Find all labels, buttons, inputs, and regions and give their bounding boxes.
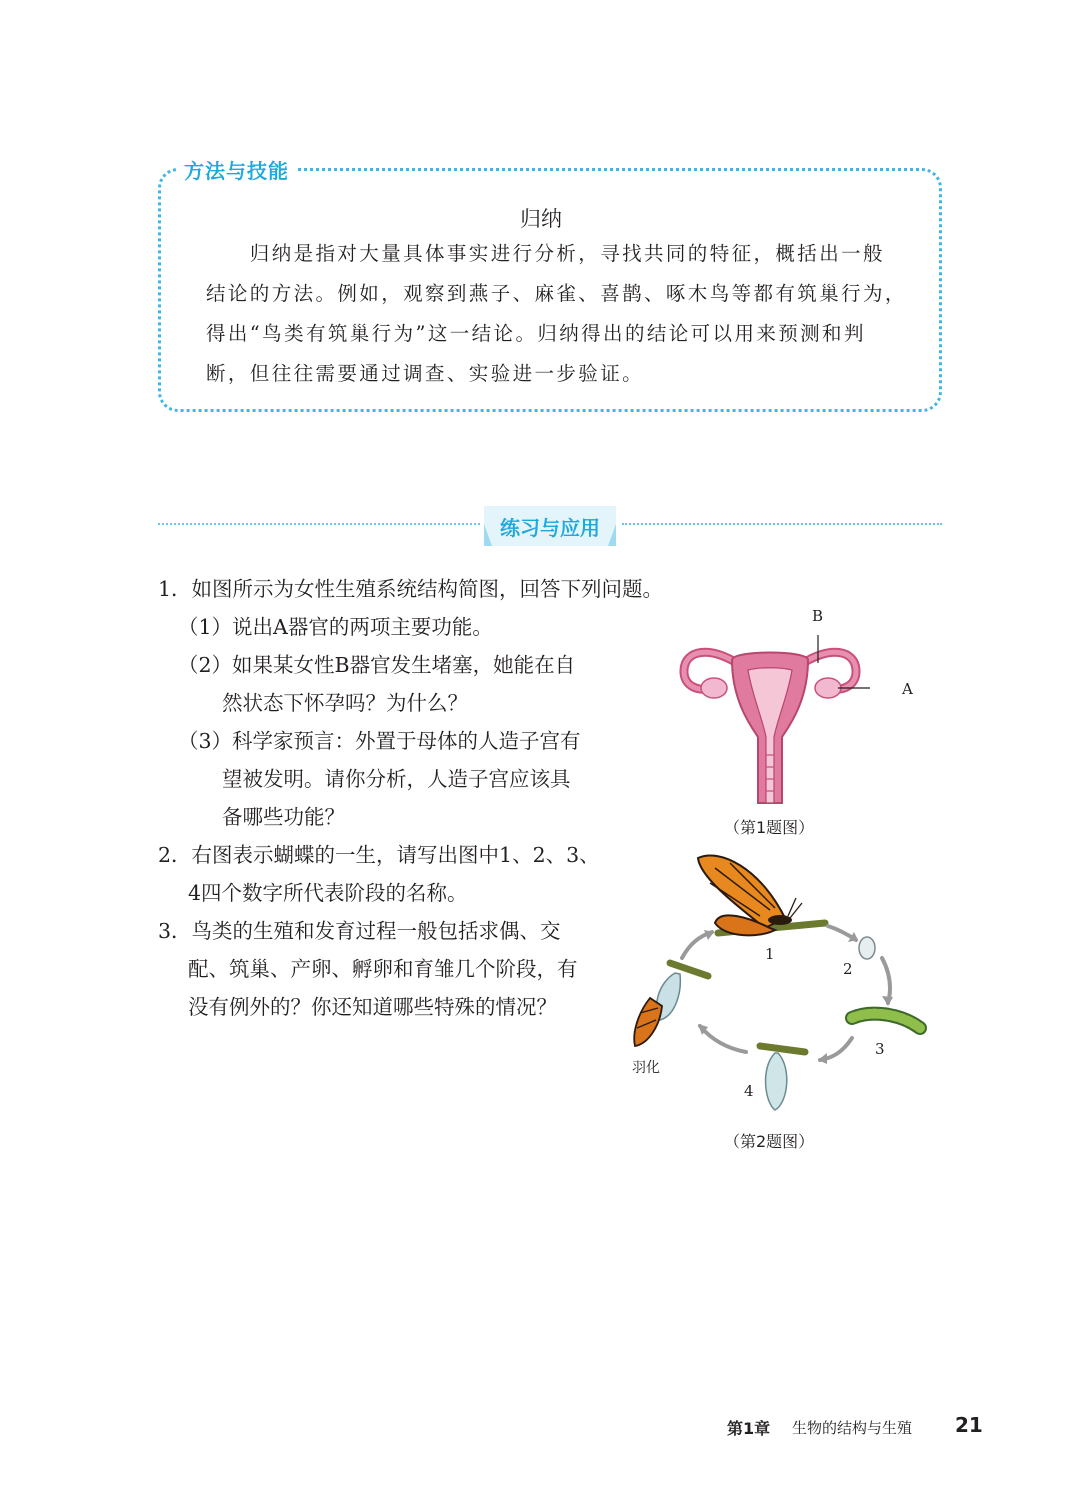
- question-line: （1）说出A器官的两项主要功能。: [178, 615, 493, 639]
- question-line: 然状态下怀孕吗？为什么？: [222, 691, 468, 715]
- figure1-label-b: B: [812, 607, 824, 625]
- question-line: 没有例外的？你还知道哪些特殊的情况？: [188, 995, 557, 1019]
- emerging-butterfly: [634, 998, 662, 1046]
- question-line: （2）如果某女性B器官发生堵塞，她能在自: [178, 653, 576, 677]
- pupa: [766, 1053, 787, 1110]
- method-paragraph-line: 归纳是指对大量具体事实进行分析，寻找共同的特征，概括出一般: [206, 242, 885, 265]
- method-paragraph-line: 结论的方法。例如，观察到燕子、麻雀、喜鹊、啄木鸟等都有筑巢行为，: [206, 282, 907, 305]
- emergence-label: 羽化: [632, 1060, 660, 1076]
- stage-label-2: 2: [843, 960, 853, 978]
- question-line: 3．鸟类的生殖和发育过程一般包括求偶、交: [158, 919, 561, 943]
- question-line: 2．右图表示蝴蝶的一生，请写出图中1、2、3、: [158, 843, 600, 867]
- figure2-caption: （第2题图）: [724, 1132, 815, 1151]
- caterpillar: [852, 1014, 920, 1028]
- stage-label-1: 1: [765, 945, 775, 963]
- method-paragraph-line: 得出“鸟类有筑巢行为”这一结论。归纳得出的结论可以用来预测和判: [206, 322, 866, 345]
- figure1-label-a: A: [902, 680, 913, 698]
- page-number: 21: [955, 1413, 983, 1437]
- method-heading: 归纳: [520, 207, 562, 231]
- adult-butterfly: [698, 856, 802, 936]
- right-ovary: [815, 678, 841, 698]
- question-line: 备哪些功能？: [222, 805, 345, 829]
- question-line: 1．如图所示为女性生殖系统结构简图，回答下列问题。: [158, 577, 664, 601]
- footer-chapter: 第1章: [727, 1419, 771, 1438]
- left-ovary: [701, 678, 727, 698]
- egg: [859, 937, 875, 959]
- question-line: （3）科学家预言：外置于母体的人造子宫有: [178, 729, 581, 753]
- stage-label-4: 4: [744, 1082, 754, 1100]
- method-paragraph-line: 断，但往往需要通过调查、实验进一步验证。: [206, 362, 645, 385]
- question-line: 配、筑巢、产卵、孵卵和育雏几个阶段，有: [188, 957, 578, 981]
- figure1-caption: （第1题图）: [724, 818, 815, 837]
- divider-right: [622, 523, 942, 525]
- method-skills-tag: 方法与技能: [176, 155, 297, 184]
- question-line: 望被发明。请你分析，人造子宫应该具: [222, 767, 571, 791]
- exercise-section-title: 练习与应用: [500, 516, 600, 540]
- butterfly-lifecycle-diagram: [620, 848, 940, 1118]
- question-line: 4四个数字所代表阶段的名称。: [188, 881, 468, 905]
- exercise-section-badge: [484, 506, 616, 546]
- female-reproductive-diagram: [670, 625, 870, 805]
- footer-chapter-title: 生物的结构与生殖: [792, 1419, 913, 1437]
- stage-label-3: 3: [875, 1040, 885, 1058]
- divider-left: [158, 523, 480, 525]
